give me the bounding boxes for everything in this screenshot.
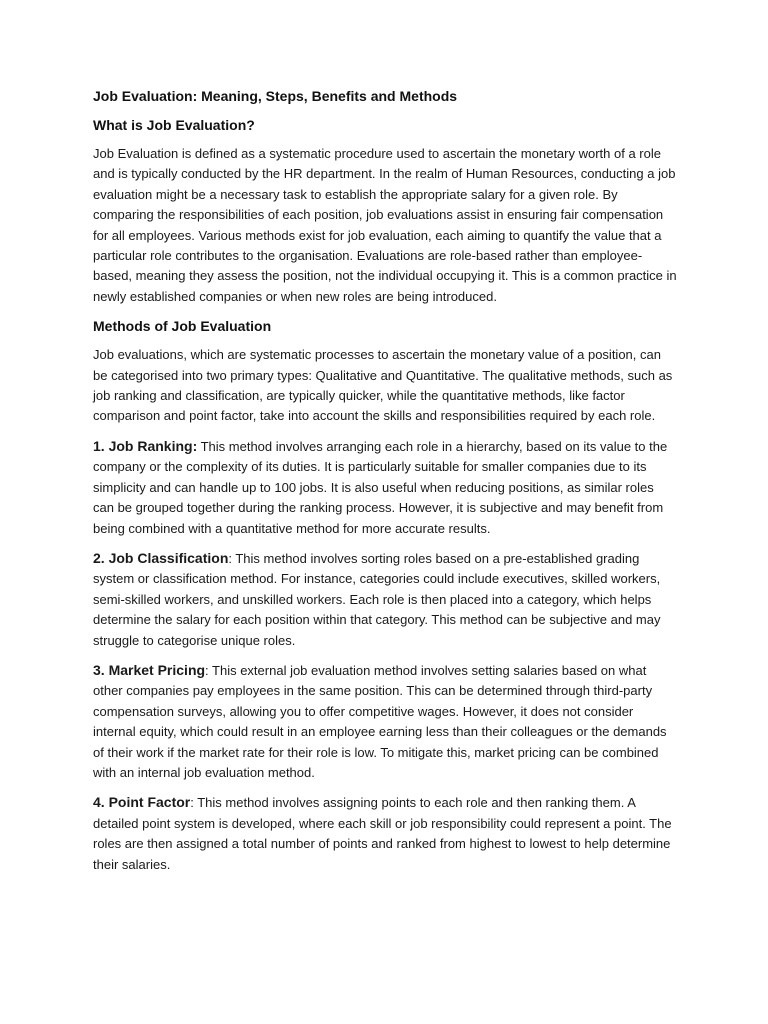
paragraph-what-is: Job Evaluation is defined as a systematic procedure used to ascertain the monetary worth of a role and is typically conducted by the HR department. In the realm of Human Resources, conducting a job evaluation might be a necessary task to establish the appropriate salary for a given role. By comparing the responsibilities of each position, job evaluations assist in ensuring fair compensation for all employees. Various methods exist for job evaluation, each aiming to quantify the value that a particular role contributes to the organisation. Evaluations are role-based rather than employee-based, meaning they assess the position, not the individual occupying it. This is a common practice in newly established companies or when new roles are being introduced. <box>93 146 677 304</box>
method-description: : This external job evaluation method involves setting salaries based on what other companies pay employees in the same position. This can be determined through third-party compensation surveys, allowing you to offer competitive wages. However, it does not consider internal equity, which could result in an employee earning less than their colleagues or the demands of their work if the market rate for their role is low. To mitigate this, market pricing can be combined with an internal job evaluation method. <box>93 662 667 780</box>
method-point-factor <box>93 792 677 875</box>
method-description: : This method involves sorting roles based on a pre-established grading system or classification method. For instance, categories could include executives, skilled workers, semi-skilled workers, and unskilled workers. Each role is then placed into a category, which helps determine the salary for each position within that category. This method can be subjective and may struggle to categorise unique roles. <box>93 550 661 648</box>
document-content <box>93 86 677 884</box>
section-heading-methods: Methods of Job Evaluation <box>93 318 272 335</box>
method-name: 4. Point Factor <box>93 794 191 811</box>
document-title: Job Evaluation: Meaning, Steps, Benefits and Methods <box>93 88 458 104</box>
method-job-ranking <box>93 436 677 539</box>
method-name: 3. Market Pricing <box>93 661 206 678</box>
section-heading-what-is: What is Job Evaluation? <box>93 117 255 133</box>
method-name: 1. Job Ranking: <box>93 437 198 454</box>
method-name: 2. Job Classification <box>93 549 229 566</box>
method-description: : This method involves assigning points to each role and then ranking them. A detailed point system is developed, where each skill or job responsibility could represent a point. The roles are then assigned a total number of points and ranked from highest to lowest to help determine their salaries. <box>93 795 672 872</box>
method-description: This method involves arranging each role in a hierarchy, based on its value to the company or the complexity of its duties. It is particularly suitable for smaller companies due to its simplicity and can handle up to 100 jobs. It is also useful when reducing positions, as similar roles can be grouped together during the ranking process. However, it is subjective and may benefit from being combined with a quantitative method for more accurate results. <box>93 438 668 536</box>
paragraph-methods-intro: Job evaluations, which are systematic processes to ascertain the monetary value of a position, can be categorised into two primary types: Qualitative and Quantitative. The qualitative methods, such as job ranking and classification, are typically quicker, while the quantitative methods, like factor comparison and point factor, take into account the skills and responsibilities required by each role. <box>93 347 673 424</box>
method-job-classification <box>93 548 677 651</box>
method-market-pricing <box>93 660 677 783</box>
